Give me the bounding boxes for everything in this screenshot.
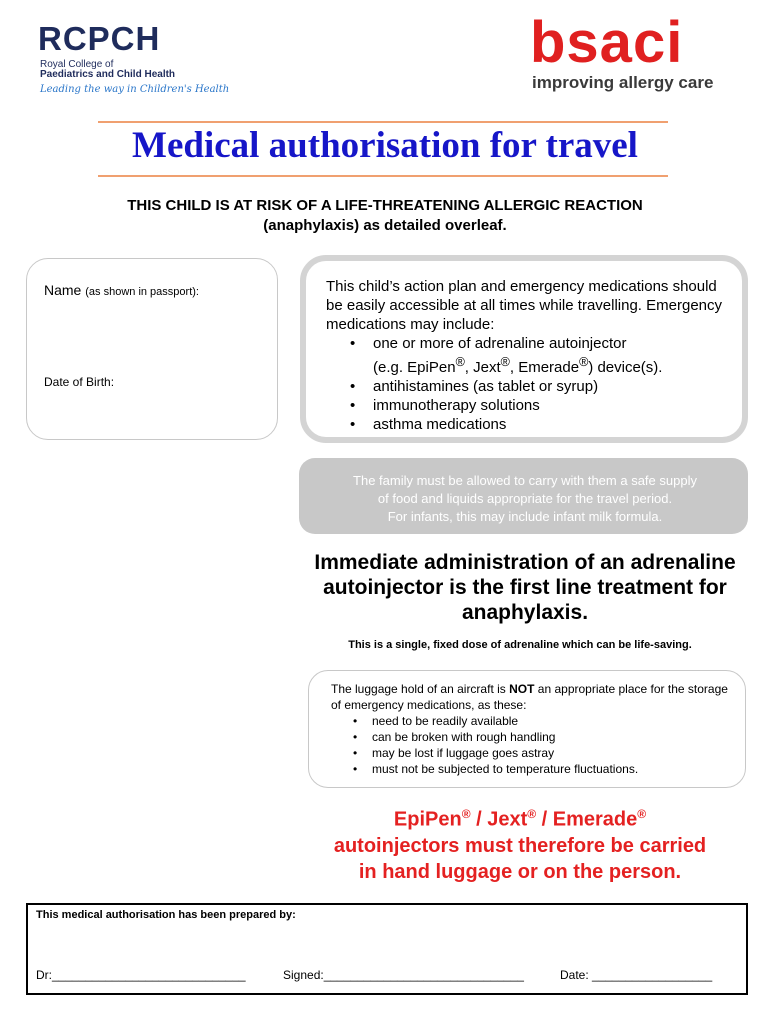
rcpch-logo-mark: RCPCH: [38, 20, 161, 57]
list-item: • asthma medications: [326, 415, 736, 434]
list-item: • can be broken with rough handling: [331, 729, 741, 745]
title-rule-bottom: [98, 175, 668, 177]
autoinjector-brands: EpiPen® / Jext® / Emerade®: [393, 807, 647, 831]
date-of-birth-label: Date of Birth:: [44, 375, 115, 389]
list-item: • need to be readily available: [331, 713, 741, 729]
rcpch-tagline: Leading the way in Children's Health: [40, 84, 230, 95]
bsaci-logo-mark: bsaci: [530, 10, 684, 75]
rcpch-logo: [38, 20, 230, 100]
luggage-reasons-list: [331, 713, 741, 777]
allergy-warning: [40, 196, 730, 236]
rcpch-logo-line2: Paediatrics and Child Health: [40, 69, 176, 80]
allergy-warning-line1: THIS CHILD IS AT RISK OF A LIFE-THREATENING ALLERGIC REACTION: [127, 197, 643, 214]
allergy-warning-line2: (anaphylaxis) as detailed overleaf.: [263, 217, 507, 234]
list-item: • one or more of adrenaline autoinjector (e.g. EpiPen®, Jext®, Emerade®) device(s).: [326, 334, 736, 377]
list-item: • may be lost if luggage goes astray: [331, 745, 741, 761]
doctor-field[interactable]: Dr:_____________________________: [36, 968, 246, 982]
emergency-medications-list: [326, 334, 736, 434]
page-title: Medical authorisation for travel: [132, 125, 638, 166]
action-plan-intro: This child’s action plan and emergency medications should be easily accessible at all times while travelling. Emergency medications may include:: [326, 278, 723, 333]
rcpch-logo-line1: Royal College of: [40, 59, 114, 70]
date-field[interactable]: Date: __________________: [560, 968, 713, 982]
title-rule-top: [98, 121, 668, 123]
name-label-text: Name: [44, 282, 82, 298]
prepared-by-label: This medical authorisation has been prepared by:: [36, 909, 296, 921]
luggage-text: [331, 681, 741, 777]
signature-field[interactable]: Signed:______________________________: [283, 968, 524, 982]
list-item: • must not be subjected to temperature fluctuations.: [331, 761, 741, 777]
list-item: • immunotherapy solutions: [326, 396, 736, 415]
immediate-administration-subtext: This is a single, fixed dose of adrenaline which can be life-saving.: [348, 639, 692, 651]
luggage-intro: The luggage hold of an aircraft is NOT an appropriate place for the storage of emergency medications, as these:: [331, 682, 728, 712]
list-item: • antihistamines (as tablet or syrup): [326, 377, 736, 396]
hand-luggage-message: EpiPen® / Jext® / Emerade® autoinjectors must therefore be carried in hand luggage or on the person.: [290, 801, 750, 885]
bsaci-tagline: improving allergy care: [532, 73, 714, 92]
family-note-text: The family must be allowed to carry with them a safe supply of food and liquids appropriate for the travel period. For infants, this may include infant milk formula.: [353, 473, 697, 524]
bsaci-logo: [530, 10, 735, 98]
name-label: [44, 282, 199, 298]
immediate-administration-heading: Immediate administration of an adrenaline autoinjector is the first line treatment for anaphylaxis.: [314, 551, 736, 624]
action-plan-text: [326, 277, 736, 434]
name-label-hint: (as shown in passport):: [85, 286, 199, 298]
